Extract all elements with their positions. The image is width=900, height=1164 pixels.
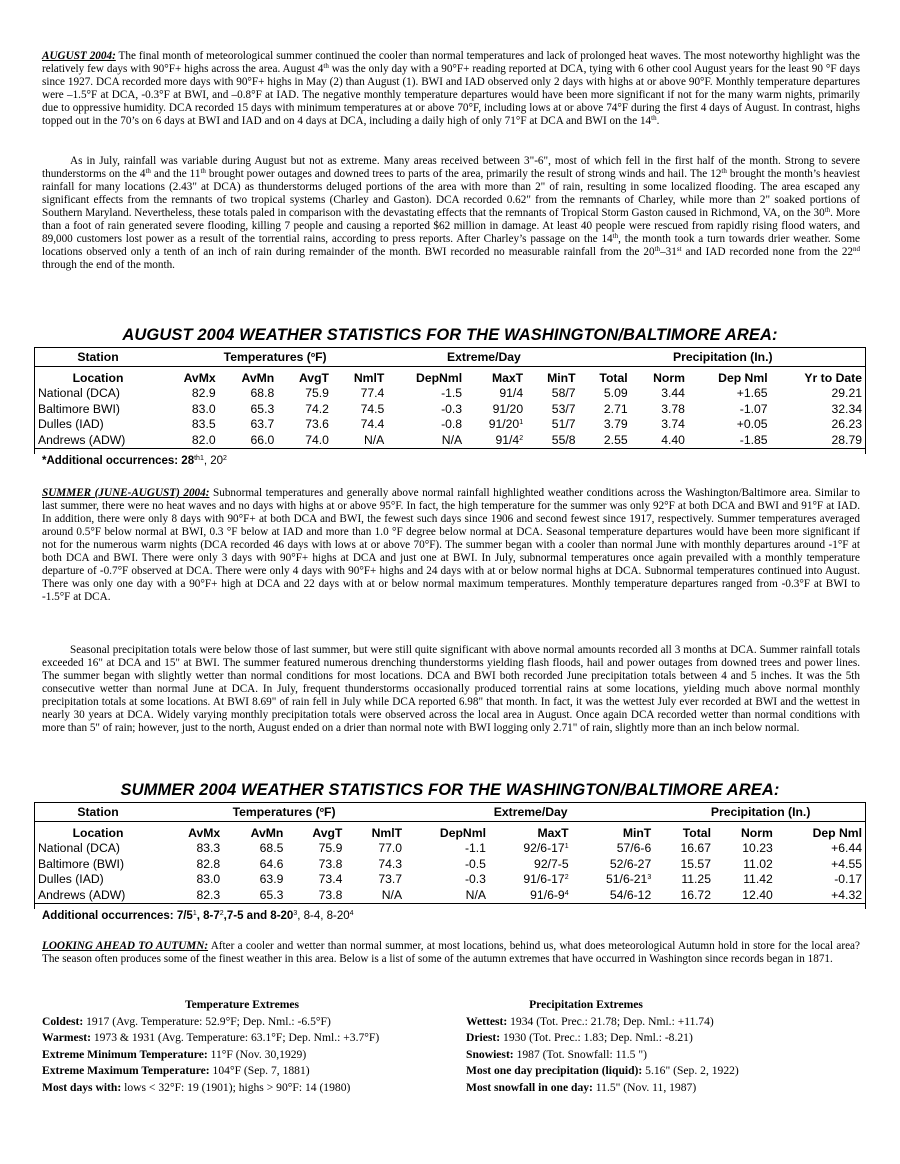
summer-lead: SUMMER (JUNE-AUGUST) 2004: [42,487,210,499]
cell: 83.5 [191,417,216,432]
table-row [34,386,866,402]
autumn-text: After a cooler and wetter than normal summer, at most locations, behind us, what does meteorological Autumn hold in store for the local area? The season often produces some of the finest weather in this area. Below is a list of some of the autumn extremes that have occurred in Washington since records began in 1871. [42,940,860,966]
col-norm: Norm [740,825,773,840]
cell: -0.8 [441,417,463,432]
col-maxt: MaxT [537,825,569,840]
table-row [34,432,866,448]
summer-table-footnote: Additional occurrences: $7/5^1$, $8-7^2,7-5$ and $8-20^3$, 8-4, $8-20^4$ [42,910,354,922]
august-table-footnote: *Additional occurrences: $28^{th1}$, $20^2$ [42,455,227,467]
cell: 2.71 [603,401,628,416]
cell: 63.7 [250,417,275,432]
precipitation-extremes-title: Precipitation Extremes [529,998,643,1011]
cell: 66.0 [220,432,279,448]
august-text: brought power outages and downed trees to parts of the area, primarily the result of strong winds and hail. The 12 [205,168,722,181]
cell: N/A [406,887,490,903]
superscript: th [824,206,831,215]
temperature-extremes [42,997,442,1097]
cell: 74.2 [305,401,329,416]
col-avmx: AvMx [188,825,221,840]
cell: -1.5 [441,386,463,401]
table-row [34,417,866,433]
cell: -1.85 [689,432,772,448]
autumn-lead: LOOKING AHEAD TO AUTUMN: [42,940,209,952]
col-location: Location [72,370,124,385]
august-table-title: AUGUST 2004 WEATHER STATISTICS FOR THE WASHINGTON/BALTIMORE AREA: [122,326,778,344]
cell: 82.8 [196,856,221,871]
cell: 11.42 [743,872,773,887]
col-total: Total [599,370,628,385]
summer-paragraph-1 [42,487,860,604]
superscript: st [676,245,682,254]
cell: -0.17 [834,872,862,887]
cell: 65.3 [250,401,275,416]
cell: $91/20^1$ [488,417,524,432]
cell: $51/6-21^3$ [606,872,652,887]
cell: Andrews (ADW) [34,432,162,448]
group-precipitation: Precipitation (In.) [655,803,866,822]
cell: 64.6 [259,856,284,871]
cell: 73.7 [378,872,403,887]
list-item: Driest: 1930 (Tot. Prec.: 1.83; Dep. Nml.: -8.21) [466,1031,693,1045]
table-row [34,841,866,857]
table-row [34,887,866,903]
superscript: th [721,167,727,176]
august-text: –31 [660,246,677,259]
cell: $92/6-17^1$ [523,841,569,856]
august-text: . More than a foot of rain generated severe flooding, killing 7 people and causing a reported $62 million in damage. At least 40 people were rescued from rapidly rising flood waters, and 89,000 customers lost power as a result of the torrential rains, according to press reports. After Charley’s passage on the 14 [42,207,860,246]
cell: National (DCA) [38,386,120,401]
cell: N/A [346,887,406,903]
col-avmn: AvMn [250,825,284,840]
cell: 73.4 [318,872,343,887]
cell: 63.9 [259,872,284,887]
col-avmn: AvMn [241,370,275,385]
august-text: . [656,115,660,128]
col-mint: MinT [622,825,652,840]
list-item: Extreme Maximum Temperature: 104°F (Sep. 7, 1881) [42,1064,310,1078]
cell: 91/4 [499,386,524,401]
summer-table-title: SUMMER 2004 WEATHER STATISTICS FOR THE WASHINGTON/BALTIMORE AREA: [120,781,780,799]
group-temperatures: Temperatures ($^o$F) [162,348,388,367]
cell: 82.0 [162,432,220,448]
cell: 5.09 [603,386,628,401]
cell: $91/6-17^2$ [523,872,569,887]
col-avmx: AvMx [183,370,216,385]
list-item: Warmest: 1973 & 1931 (Avg. Temperature: 63.1°F; Dep. Nml.: +3.7°F) [42,1031,380,1045]
cell: 3.78 [661,401,685,416]
cell: 68.8 [250,386,275,401]
col-nmlt: NmlT [371,825,403,840]
cell: N/A [388,432,466,448]
cell: +0.05 [736,417,768,432]
col-nmlt: NmlT [353,370,385,385]
cell: $91/4^2$ [466,432,527,448]
superscript: nd [853,245,861,254]
cell: 75.9 [318,841,343,856]
autumn-paragraph [42,940,860,966]
cell: -1.1 [464,841,486,856]
list-item: Most one day precipitation (liquid): 5.16" (Sep. 2, 1922) [466,1064,739,1078]
list-item: Wettest: 1934 (Tot. Prec.: 21.78; Dep. Nml.: +11.74) [466,1014,714,1028]
group-extreme-day: Extreme/Day [406,803,655,822]
cell: 2.55 [580,432,632,448]
col-norm: Norm [653,370,685,385]
cell: 83.0 [196,872,221,887]
cell: Dulles (IAD) [38,872,104,887]
august-stats-table [34,347,866,449]
cell: 83.3 [196,841,221,856]
list-item: Coldest: 1917 (Avg. Temperature: 52.9°F; Dep. Nml.: -6.5°F) [42,1014,331,1028]
cell: 16.72 [655,887,715,903]
col-mint: MinT [547,370,576,385]
cell: 74.3 [378,856,403,871]
cell: N/A [333,432,388,448]
cell: 57/6-6 [616,841,652,856]
cell: 3.44 [661,386,685,401]
superscript: th [651,114,657,123]
superscript: th [323,62,329,71]
col-dep-nml: Dep Nml [718,370,768,385]
col-location: Location [72,825,124,840]
cell: 82.3 [162,887,224,903]
cell: -1.07 [739,401,768,416]
summer-text: Subnormal temperatures and generally above normal rainfall highlighted weather conditions across the Washington/Baltimore area. Similar to last summer, there were no heat waves and no days with highs at or above 95°F. In fact, the high temperature for the summer was only 92°F at both DCA and BWI and 91°F at IAD. In addition, there were only 8 days with 90°F+ at both DCA and BWI, the fewest such days since 1906 and second fewest since 1917, respectively. Summer temperatures averaged around 0.5°F below normal at BWI, 0.3 °F below at IAD and more than 1.0 °F degree below normal at DCA. Seasonal temperature departures would have been more significant if not for the numerous warm nights (DCA recorded 46 days with lows at or above 70°F). The summer began with a cooler than normal June with monthly departures around -1°F at both DCA and BWI. There were only 3 days with 90°F+ highs at DCA and just one at BWI. In July, subnormal temperatures once again prevailed with a monthly temperature departure of -0.7°F observed at DCA. There were only 4 days with 90°F+ highs and 24 days with at or below normal highs at DCA. Subnormal temperatures continued into August. There was only one day with a 90°F+ high at DCA and 22 days with at or below normal maximum temperatures. Monthly temperature departures ranged from -0.3°F at BWI to -1.5°F at DCA. [42,487,860,604]
col-yr-to-date: Yr to Date [804,370,862,385]
cell: 77.4 [360,386,385,401]
cell: 55/8 [527,432,579,448]
cell: 75.9 [305,386,329,401]
cell: 58/7 [551,386,576,401]
cell: 15.57 [680,856,711,871]
cell: 10.23 [742,841,773,856]
cell: 3.79 [603,417,628,432]
cell: +1.65 [736,386,768,401]
cell: 4.40 [632,432,689,448]
cell: 65.3 [224,887,287,903]
cell: Dulles (IAD) [38,417,104,432]
table-row [34,856,866,872]
precipitation-extremes [466,997,866,1097]
list-item: Snowiest: 1987 (Tot. Snowfall: 11.5 ") [466,1047,647,1061]
superscript: th [200,167,206,176]
cell: 73.6 [305,417,329,432]
list-item: Extreme Minimum Temperature: 11°F (Nov. 30,1929) [42,1047,307,1061]
cell: 26.23 [831,417,862,432]
col-dep-nml: Dep Nml [812,825,862,840]
temperature-extremes-title: Temperature Extremes [184,998,300,1011]
august-lead: AUGUST 2004: [42,50,116,62]
group-precipitation: Precipitation (In.) [580,348,866,367]
august-text: brought the month’s heaviest rainfall for many locations (2.43" at DCA) as thunderstorms deluged portions of the area with more than 2" of rain, resulting in some localized flooding. The area escaped any significant effects from the remnants of two tropical systems (Charley and Gaston). DCA recorded 0.62" from the remnants of Charley, while more than 2" soaked portions of Southern Maryland. Nevertheless, these totals paled in comparison with the devastating effects that the remnants of Tropical Storm Gaston caused in Richmond, VA, on the 30 [42,168,861,220]
col-avgt: AvgT [312,825,343,840]
august-paragraph-1 [42,50,860,128]
table-row [34,872,866,888]
cell: $91/6-9^4$ [490,887,573,903]
cell: 54/6-12 [573,887,656,903]
cell: +4.55 [831,856,862,871]
cell: 53/7 [551,401,576,416]
august-text: was the only day with a 90°F+ reading reported at DCA, tying with 6 other cool August years for the least 90 °F days since 1927. DCA recorded more days with 90°F+ highs in May (2) than August (1). BWI and IAD observed only 2 days with highs at or above 90°F. Monthly temperature departures were –1.5°F at DCA, -0.3°F at BWI, and –0.8°F at IAD. The negative monthly temperature departures would have been more significant if not for the many warm nights, primarily due to oppressive humidity. DCA recorded 15 days with minimum temperatures at or above 70°F, including lows at or above 74°F during the first 4 days of August. In contrast, highs topped out in the 70’s on 6 days at BWI and IAD and on 4 days at DCA, including a daily high of only 71°F at DCA and BWI on the 14 [42,63,860,128]
cell: 11.25 [681,872,711,887]
cell: 74.4 [360,417,385,432]
group-temperatures: Temperatures ($^o$F) [162,803,406,822]
summer-stats-table [34,802,866,904]
cell: 74.0 [278,432,333,448]
cell: Baltimore BWI) [38,401,120,416]
cell: Baltimore (BWI) [38,856,124,871]
cell: +4.32 [777,887,866,903]
cell: 52/6-27 [609,856,652,871]
col-maxt: MaxT [491,370,524,385]
group-extreme-day: Extreme/Day [388,348,579,367]
col-depnml: DepNml [416,370,463,385]
cell: 28.79 [772,432,866,448]
col-avgt: AvgT [298,370,329,385]
cell: 73.8 [318,856,343,871]
cell: 12.40 [715,887,777,903]
cell: -0.3 [464,872,486,887]
cell: Andrews (ADW) [34,887,162,903]
cell: 83.0 [191,401,216,416]
cell: National (DCA) [38,841,120,856]
col-total: Total [682,825,711,840]
cell: 16.67 [680,841,711,856]
cell: 77.0 [378,841,403,856]
col-depnml: DepNml [439,825,486,840]
summer-text: Seasonal precipitation totals were below those of last summer, but were still quite significant with above normal amounts recorded all 3 months at DCA. Summer rainfall totals exceeded 16" at DCA and 15" at BWI. The summer featured numerous drenching thunderstorms yielding flash floods, hail and power outages from downed trees and power lines. The summer began with slightly wetter than normal conditions for most locations. DCA and BWI both recorded June precipitation totals between 4 and 5 inches. It was the 5th consecutive wetter than normal June at DCA. In July, frequent thunderstorms occasionally produced torrential rains at some locations, yielding much above normal monthly precipitation totals at some locations. At BWI 8.69" of rain fell in July while DCA reported 6.98" that month. In fact, it was the wettest July ever recorded at BWI and the wettest in nearly 30 years at DCA. Widely varying monthly precipitation totals were observed across the local area in August. Once again DCA recorded wetter than normal conditions with more than 5" of rain; however, just to the north, August ended on a drier than normal note with BWI logging only 2.71" of rain, slightly more than an inch below normal. [42,644,860,735]
summer-paragraph-2 [42,644,860,735]
cell: 82.9 [191,386,216,401]
cell: -0.5 [464,856,486,871]
cell: 92/7-5 [534,856,569,871]
cell: 74.5 [360,401,385,416]
august-text: through the end of the month. [42,259,175,272]
list-item: Most snowfall in one day: 11.5" (Nov. 11, 1987) [466,1080,697,1094]
cell: 91/20 [492,401,524,416]
august-text: and IAD recorded none from the 22 [681,246,854,259]
group-station: Station [34,803,162,822]
cell: 68.5 [259,841,284,856]
august-text: As in July, rainfall was variable during August but not as extreme. Many areas received between 3"-6", most of which fell in the first half of the month. Strong to severe thunderstorms on the 4 [42,155,860,181]
cell: 51/7 [551,417,576,432]
cell: 32.34 [831,401,862,416]
cell: 3.74 [661,417,685,432]
superscript: th [145,167,151,176]
cell: -0.3 [441,401,463,416]
table-row [34,401,866,417]
august-paragraph-2 [42,155,860,272]
group-station: Station [34,348,162,367]
cell: 29.21 [831,386,862,401]
superscript: th [612,232,619,241]
superscript: th [654,245,661,254]
cell: +6.44 [831,841,862,856]
august-text: , the month took a turn towards drier weather. Some locations observed only a tenth of an inch of rain during remainder of the month. BWI recorded no measurable rainfall from the 20 [42,233,860,259]
august-text: The final month of meteorological summer continued the cooler than normal temperatures and lack of prolonged heat waves. The most noteworthy highlight was the relatively few days with 90°F+ highs across the area. August 4 [42,50,860,76]
cell: 73.8 [287,887,346,903]
cell: 11.02 [743,856,773,871]
list-item: Most days with: lows < 32°F: 19 (1901); highs > 90°F: 14 (1980) [42,1080,351,1094]
august-text: and the 11 [150,168,201,181]
